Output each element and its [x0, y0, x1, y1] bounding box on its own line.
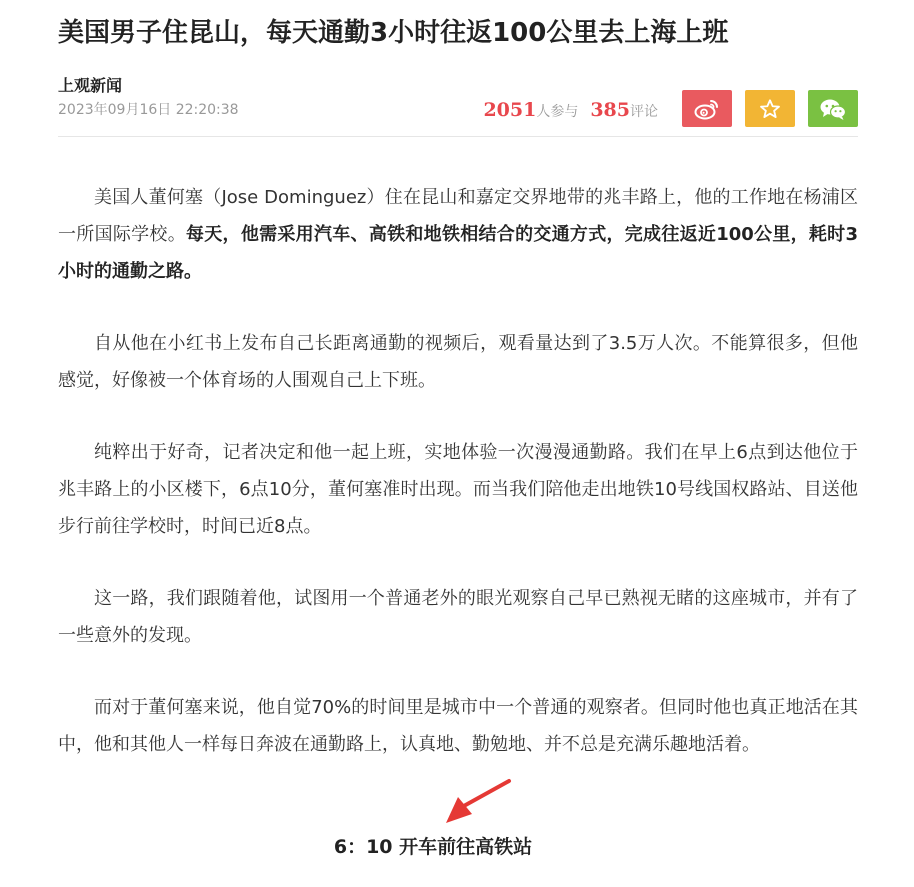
- article-body: [58, 179, 858, 763]
- article-meta-row: [58, 96, 858, 137]
- participants-label: 人参与: [536, 104, 579, 120]
- share-wechat-button[interactable]: [808, 90, 858, 127]
- participants-count: 2051: [483, 99, 537, 121]
- paragraph-bold-text: 每天，他需采用汽车、高铁和地铁相结合的交通方式，完成往返近100公里，耗时3小时的通勤之路。: [58, 224, 858, 282]
- arrow-head-icon: [446, 797, 472, 823]
- paragraph: [58, 179, 858, 290]
- paragraph: 自从他在小红书上发布自己长距离通勤的视频后，观看量达到了3.5万人次。不能算很多，但他感觉，好像被一个体育场的人围观自己上下班。: [58, 333, 858, 391]
- section-subheading: 6：10 开车前往高铁站: [333, 836, 533, 858]
- share-weibo-button[interactable]: [682, 90, 732, 127]
- article-source[interactable]: 上观新闻: [58, 76, 123, 95]
- comments-label[interactable]: 评论: [630, 104, 658, 120]
- favorite-button[interactable]: [745, 90, 795, 127]
- star-icon: [759, 98, 781, 120]
- article: [58, 0, 858, 858]
- publish-time: 2023年09月16日 22:20:38: [58, 102, 239, 118]
- article-headline: 美国男子住昆山，每天通勤3小时往返100公里去上海上班: [58, 18, 729, 48]
- wechat-icon: [819, 97, 847, 121]
- engagement-stats: [483, 97, 658, 125]
- paragraph: 而对于董何塞来说，他自觉70%的时间里是城市中一个普通的观察者。但同时他也真正地活在其中，他和其他人一样每日奔波在通勤路上，认真地、勤勉地、并不总是充满乐趣地活着。: [58, 697, 858, 755]
- paragraph: 纯粹出于好奇，记者决定和他一起上班，实地体验一次漫漫通勤路。我们在早上6点到达他位于兆丰路上的小区楼下，6点10分，董何塞准时出现。而当我们陪他走出地铁10号线国权路站、目送他步行前往学校时，时间已近8点。: [58, 442, 858, 537]
- comments-count[interactable]: 385: [590, 99, 630, 121]
- weibo-icon: [694, 98, 720, 120]
- paragraph: 这一路，我们跟随着他，试图用一个普通老外的眼光观察自己早已熟视无睹的这座城市，并有了一些意外的发现。: [58, 588, 858, 646]
- paragraph-text: 美国人董何塞（Jose Dominguez）住在昆山和嘉定交界地带的兆丰路上，他的工作地在杨浦区一所国际学校。: [58, 187, 858, 245]
